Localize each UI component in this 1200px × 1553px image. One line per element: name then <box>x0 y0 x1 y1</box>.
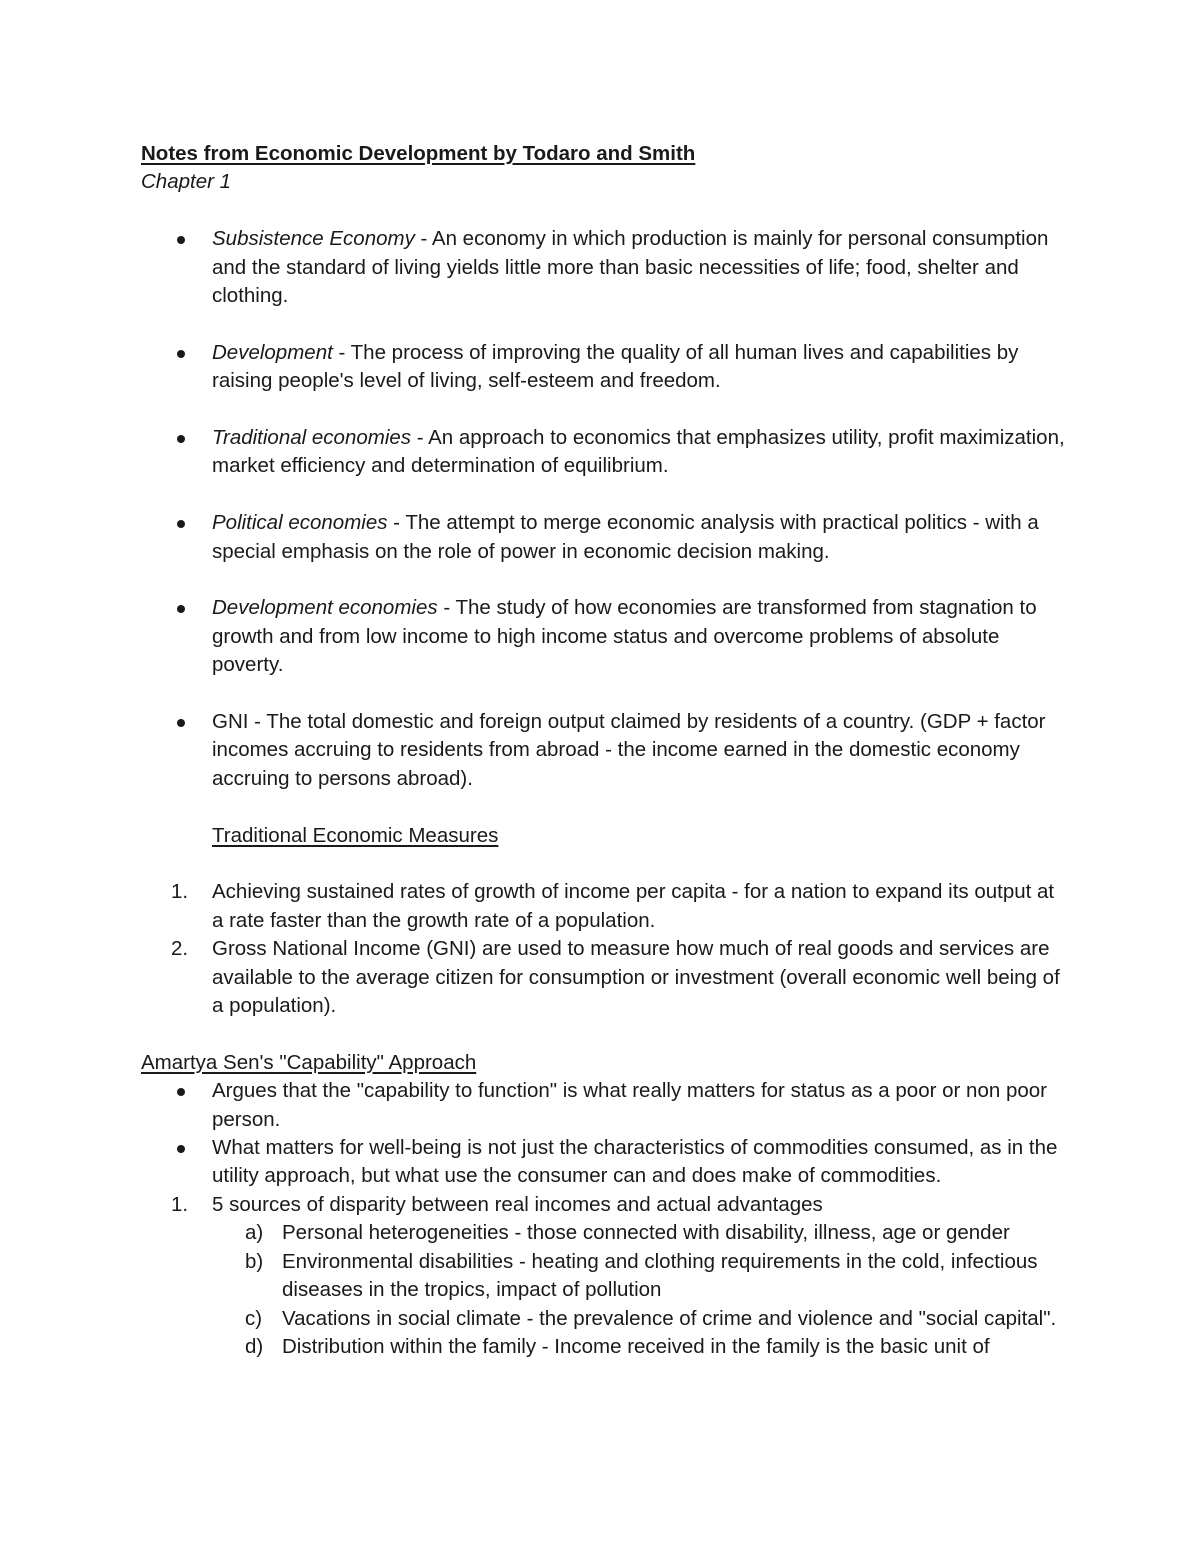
list-number: 1. <box>171 1192 189 1216</box>
chapter-label: Chapter 1 <box>141 170 232 194</box>
list-letter: b) <box>245 1249 264 1273</box>
sen-numbered-item <box>141 1191 1071 1219</box>
bullet-icon <box>177 1088 185 1096</box>
bullet-icon <box>177 520 185 528</box>
sen-bullet-item <box>141 1134 1071 1191</box>
definition-text: GNI - The total domestic and foreign output claimed by residents of a country. (GDP + factor incomes accruing to residents from abroad - the income earned in the domestic economy accruing to persons abroad). <box>212 710 1046 790</box>
sen-bullet-text: What matters for well-being is not just the characteristics of commodities consumed, as in the utility approach, but what use the consumer can and does make of commodities. <box>212 1136 1058 1188</box>
measure-text: Achieving sustained rates of growth of income per capita - for a nation to expand its output at a rate faster than the growth rate of a population. <box>212 880 1055 932</box>
list-letter: d) <box>245 1334 264 1358</box>
list-number: 2. <box>171 937 189 961</box>
definition-term: Development <box>212 340 333 364</box>
definition-text: - An economy in which production is mainly for personal consumption and the standard of living yields little more than basic necessities of life; food, shelter and clothing. <box>212 227 1049 308</box>
measure-item <box>141 935 1071 1020</box>
disparity-text: Distribution within the family - Income received in the family is the basic unit of <box>282 1334 990 1358</box>
measure-text: Gross National Income (GNI) are used to measure how much of real goods and services are available to the average citizen for consumption or investment (overall economic well being of a population). <box>212 937 1060 1018</box>
definition-term: Political economies <box>212 511 388 535</box>
document-title: Notes from Economic Development by Todaro and Smith <box>141 142 696 165</box>
disparity-text: Vacations in social climate - the prevalence of crime and violence and "social capital". <box>282 1306 1057 1330</box>
definition-text: - The attempt to merge economic analysis with practical politics - with a special emphasis on the role of power in economic decision making. <box>212 511 1039 563</box>
definition-term: Subsistence Economy <box>212 227 415 251</box>
list-number: 1. <box>171 880 189 904</box>
bullet-icon <box>177 350 185 358</box>
definition-text: - An approach to economics that emphasizes utility, profit maximization, market efficiency and determination of equilibrium. <box>212 426 1065 478</box>
disparity-item <box>141 1333 1071 1361</box>
definition-item <box>141 225 1071 310</box>
sen-heading: Amartya Sen's "Capability" Approach <box>141 1050 477 1074</box>
definition-text: - The process of improving the quality of all human lives and capabilities by raising people's level of living, self-esteem and freedom. <box>212 340 1019 393</box>
definition-item <box>141 339 1071 396</box>
disparity-text: Personal heterogeneities - those connected with disability, illness, age or gender <box>282 1221 1010 1245</box>
disparity-text: Environmental disabilities - heating and clothing requirements in the cold, infectious diseases in the tropics, impact of pollution <box>282 1249 1038 1302</box>
definition-item <box>141 594 1071 679</box>
document-body <box>141 140 1071 1361</box>
list-letter: c) <box>245 1306 263 1330</box>
disparity-item <box>141 1305 1071 1333</box>
bullet-icon <box>177 435 185 443</box>
measure-item <box>141 878 1071 935</box>
traditional-measures-heading: Traditional Economic Measures <box>212 823 499 847</box>
definition-term: Traditional economies <box>212 426 412 450</box>
bullet-icon <box>177 236 185 244</box>
list-letter: a) <box>245 1221 264 1245</box>
definition-item <box>141 708 1071 793</box>
definition-item <box>141 424 1071 481</box>
sen-numbered-text: 5 sources of disparity between real incomes and actual advantages <box>212 1192 823 1216</box>
sen-bullet-text: Argues that the "capability to function" is what really matters for status as a poor or non poor person. <box>212 1079 1047 1131</box>
disparity-item <box>141 1248 1071 1305</box>
definition-text: - The study of how economies are transformed from stagnation to growth and from low income to high income status and overcome problems of absolute poverty. <box>212 596 1037 677</box>
bullet-icon <box>177 605 185 613</box>
disparity-item <box>141 1219 1071 1247</box>
definition-item <box>141 509 1071 566</box>
sen-bullet-item <box>141 1077 1071 1134</box>
bullet-icon <box>177 1145 185 1153</box>
definition-term: Development economies <box>212 596 438 620</box>
bullet-icon <box>177 719 185 727</box>
